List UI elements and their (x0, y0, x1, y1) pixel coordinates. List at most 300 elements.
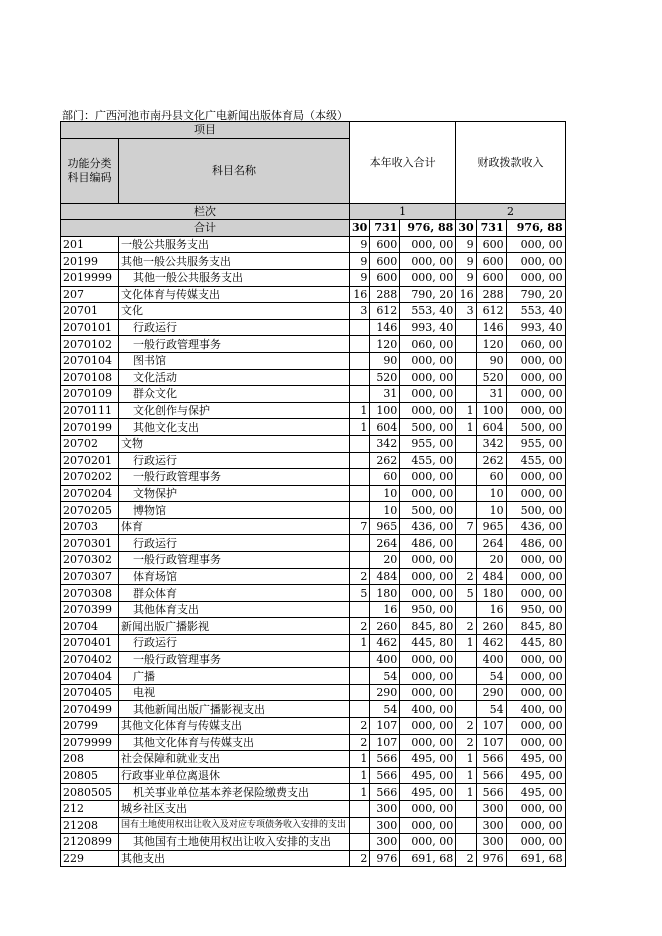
row-code: 2070202 (61, 469, 119, 486)
row-col2-part3: 495, 00 (506, 751, 565, 768)
row-col2-part2: 300 (476, 800, 506, 817)
table-row (61, 303, 566, 320)
row-col2-part2: 288 (476, 286, 506, 303)
department-label: 部门：广西河池市南丹县文化广电新闻出版体育局（本级） (62, 109, 348, 122)
row-col2-part3: 000, 00 (506, 817, 565, 834)
table-row (61, 386, 566, 403)
row-col2-part1: 1 (456, 402, 476, 419)
row-col2-part1: 1 (456, 767, 476, 784)
row-col1-part2: 16 (370, 601, 400, 618)
row-col2-part3: 400, 00 (506, 701, 565, 718)
row-col1-part1 (350, 651, 370, 668)
row-col1-part2: 107 (370, 734, 400, 751)
row-col1-part1 (350, 352, 370, 369)
row-name: 电视 (119, 684, 350, 701)
row-name: 文化体育与传媒支出 (119, 286, 350, 303)
row-col1-part3: 000, 00 (400, 369, 456, 386)
row-col2-part2: 290 (476, 684, 506, 701)
row-col2-part1 (456, 817, 476, 834)
row-name: 一般行政管理事务 (119, 552, 350, 569)
row-col1-part1 (350, 535, 370, 552)
row-code: 20703 (61, 518, 119, 535)
row-col1-part1: 9 (350, 269, 370, 286)
row-col1-part1: 1 (350, 402, 370, 419)
row-col1-part3: 486, 00 (400, 535, 456, 552)
table-row (61, 817, 566, 834)
table-row (61, 834, 566, 851)
row-name: 文化活动 (119, 369, 350, 386)
row-name: 其他一般公共服务支出 (119, 253, 350, 270)
row-col1-part2: 180 (370, 585, 400, 602)
row-code: 2080505 (61, 784, 119, 801)
row-col1-part2: 566 (370, 751, 400, 768)
table-row (61, 850, 566, 867)
total-col1-part2: 731 (370, 220, 400, 237)
row-col1-part2: 566 (370, 767, 400, 784)
row-col2-part3: 845, 80 (506, 618, 565, 635)
row-col2-part3: 000, 00 (506, 386, 565, 403)
row-col1-part3: 455, 00 (400, 452, 456, 469)
row-col2-part2: 31 (476, 386, 506, 403)
row-col2-part3: 000, 00 (506, 469, 565, 486)
row-col2-part3: 790, 20 (506, 286, 565, 303)
row-name: 行政运行 (119, 635, 350, 652)
total-col1-part3: 976, 88 (400, 220, 456, 237)
row-col1-part2: 260 (370, 618, 400, 635)
row-name: 机关事业单位基本养老保险缴费支出 (119, 784, 350, 801)
row-col2-part2: 400 (476, 651, 506, 668)
row-name: 广播 (119, 668, 350, 685)
row-col2-part2: 342 (476, 435, 506, 452)
row-col1-part3: 400, 00 (400, 701, 456, 718)
row-name: 其他文化支出 (119, 419, 350, 436)
row-col2-part2: 180 (476, 585, 506, 602)
row-col2-part3: 955, 00 (506, 435, 565, 452)
row-col1-part1: 7 (350, 518, 370, 535)
row-col1-part2: 290 (370, 684, 400, 701)
row-col1-part2: 10 (370, 485, 400, 502)
row-col2-part3: 553, 40 (506, 303, 565, 320)
row-col2-part3: 000, 00 (506, 834, 565, 851)
row-col1-part1: 2 (350, 568, 370, 585)
row-name: 其他文化体育与传媒支出 (119, 734, 350, 751)
row-col2-part1 (456, 319, 476, 336)
row-col2-part2: 300 (476, 817, 506, 834)
row-col2-part2: 600 (476, 236, 506, 253)
header-group-label: 项目 (61, 122, 350, 139)
row-col1-part2: 10 (370, 502, 400, 519)
table-row (61, 535, 566, 552)
row-name: 一般行政管理事务 (119, 469, 350, 486)
row-code: 21208 (61, 817, 119, 834)
row-col1-part3: 000, 00 (400, 269, 456, 286)
row-code: 2070302 (61, 552, 119, 569)
row-col1-part2: 54 (370, 668, 400, 685)
row-name: 其他一般公共服务支出 (119, 269, 350, 286)
row-name: 博物馆 (119, 502, 350, 519)
row-col1-part2: 288 (370, 286, 400, 303)
row-col2-part3: 000, 00 (506, 734, 565, 751)
row-col2-part1: 1 (456, 635, 476, 652)
row-col1-part2: 600 (370, 236, 400, 253)
row-col1-part3: 993, 40 (400, 319, 456, 336)
row-col2-part2: 60 (476, 469, 506, 486)
row-code: 2070205 (61, 502, 119, 519)
row-name: 行政运行 (119, 319, 350, 336)
row-col1-part2: 120 (370, 336, 400, 353)
row-name: 体育场馆 (119, 568, 350, 585)
row-col2-part3: 495, 00 (506, 767, 565, 784)
row-col1-part1 (350, 552, 370, 569)
row-col1-part2: 462 (370, 635, 400, 652)
row-col1-part3: 000, 00 (400, 668, 456, 685)
row-col2-part3: 000, 00 (506, 369, 565, 386)
row-col1-part1: 1 (350, 751, 370, 768)
row-col2-part1 (456, 336, 476, 353)
row-code: 2070405 (61, 684, 119, 701)
row-col1-part2: 90 (370, 352, 400, 369)
row-col2-part1: 2 (456, 718, 476, 735)
row-col1-part1: 1 (350, 635, 370, 652)
row-name: 行政事业单位离退休 (119, 767, 350, 784)
table-row (61, 502, 566, 519)
row-col1-part3: 000, 00 (400, 651, 456, 668)
row-name: 行政运行 (119, 535, 350, 552)
header-code-label: 功能分类科目编码 (61, 138, 119, 203)
row-code: 2070399 (61, 601, 119, 618)
row-col1-part2: 342 (370, 435, 400, 452)
table-row (61, 552, 566, 569)
row-col1-part1 (350, 601, 370, 618)
row-col1-part1: 9 (350, 253, 370, 270)
table-row (61, 751, 566, 768)
table-row (61, 585, 566, 602)
column-index-row (61, 203, 566, 220)
table-row (61, 269, 566, 286)
total-col2-part3: 976, 88 (506, 220, 565, 237)
table-row (61, 767, 566, 784)
row-code: 20702 (61, 435, 119, 452)
row-name: 其他体育支出 (119, 601, 350, 618)
row-col2-part2: 965 (476, 518, 506, 535)
row-col1-part2: 965 (370, 518, 400, 535)
row-col1-part3: 553, 40 (400, 303, 456, 320)
row-col1-part1 (350, 386, 370, 403)
row-col2-part2: 260 (476, 618, 506, 635)
row-col1-part1 (350, 452, 370, 469)
row-col1-part1: 5 (350, 585, 370, 602)
total-col2-part2: 731 (476, 220, 506, 237)
row-col1-part2: 300 (370, 834, 400, 851)
row-code: 2070404 (61, 668, 119, 685)
row-col2-part1: 7 (456, 518, 476, 535)
row-name: 其他支出 (119, 850, 350, 867)
row-col2-part2: 10 (476, 485, 506, 502)
row-col2-part3: 000, 00 (506, 568, 565, 585)
row-col1-part1 (350, 800, 370, 817)
table-row (61, 635, 566, 652)
row-col2-part1 (456, 651, 476, 668)
row-col1-part1: 2 (350, 734, 370, 751)
row-name: 城乡社区支出 (119, 800, 350, 817)
row-col1-part1 (350, 684, 370, 701)
table-row (61, 668, 566, 685)
row-col1-part2: 400 (370, 651, 400, 668)
row-col2-part1: 1 (456, 751, 476, 768)
row-col1-part3: 000, 00 (400, 568, 456, 585)
row-col2-part2: 54 (476, 701, 506, 718)
row-col1-part3: 495, 00 (400, 784, 456, 801)
row-col2-part1: 5 (456, 585, 476, 602)
table-row (61, 253, 566, 270)
budget-table (60, 121, 566, 867)
table-row (61, 419, 566, 436)
row-code: 2120899 (61, 834, 119, 851)
row-col1-part3: 500, 00 (400, 502, 456, 519)
row-col2-part2: 566 (476, 767, 506, 784)
row-name: 群众体育 (119, 585, 350, 602)
total-label: 合计 (61, 220, 350, 237)
row-col1-part3: 000, 00 (400, 253, 456, 270)
row-col2-part1 (456, 369, 476, 386)
row-col1-part2: 566 (370, 784, 400, 801)
row-col1-part2: 600 (370, 269, 400, 286)
row-col2-part2: 120 (476, 336, 506, 353)
row-col1-part2: 604 (370, 419, 400, 436)
row-col1-part1 (350, 834, 370, 851)
row-col2-part3: 500, 00 (506, 502, 565, 519)
row-col2-part3: 000, 00 (506, 585, 565, 602)
row-col1-part2: 520 (370, 369, 400, 386)
row-col2-part1: 9 (456, 269, 476, 286)
row-col1-part3: 000, 00 (400, 800, 456, 817)
row-code: 208 (61, 751, 119, 768)
row-col1-part2: 54 (370, 701, 400, 718)
row-col2-part3: 000, 00 (506, 485, 565, 502)
row-code: 2070104 (61, 352, 119, 369)
row-name: 国有土地使用权出让收入及对应专项债务收入安排的支出 (119, 817, 350, 834)
row-code: 2070101 (61, 319, 119, 336)
row-code: 2070108 (61, 369, 119, 386)
row-col1-part3: 000, 00 (400, 552, 456, 569)
row-col1-part3: 000, 00 (400, 469, 456, 486)
row-code: 2070499 (61, 701, 119, 718)
row-col2-part1 (456, 601, 476, 618)
row-code: 2070307 (61, 568, 119, 585)
table-row (61, 734, 566, 751)
table-row (61, 718, 566, 735)
row-col2-part3: 000, 00 (506, 253, 565, 270)
row-col2-part3: 000, 00 (506, 552, 565, 569)
row-col1-part3: 950, 00 (400, 601, 456, 618)
row-code: 2070199 (61, 419, 119, 436)
row-col2-part1: 2 (456, 568, 476, 585)
row-col2-part3: 455, 00 (506, 452, 565, 469)
row-name: 文化 (119, 303, 350, 320)
row-col1-part2: 146 (370, 319, 400, 336)
table-row (61, 469, 566, 486)
table-row (61, 651, 566, 668)
header-name-label: 科目名称 (119, 138, 350, 203)
table-row (61, 784, 566, 801)
row-name: 一般公共服务支出 (119, 236, 350, 253)
row-col1-part1: 2 (350, 718, 370, 735)
row-code: 2070102 (61, 336, 119, 353)
row-name: 一般行政管理事务 (119, 651, 350, 668)
row-code: 2070204 (61, 485, 119, 502)
table-row (61, 435, 566, 452)
column-index-1: 1 (350, 203, 456, 220)
row-col1-part3: 000, 00 (400, 585, 456, 602)
row-col2-part1: 1 (456, 784, 476, 801)
row-col2-part1 (456, 701, 476, 718)
table-row (61, 319, 566, 336)
row-code: 2070201 (61, 452, 119, 469)
row-col1-part2: 60 (370, 469, 400, 486)
row-col1-part3: 000, 00 (400, 485, 456, 502)
row-col2-part2: 10 (476, 502, 506, 519)
table-body (61, 122, 566, 867)
row-col2-part2: 462 (476, 635, 506, 652)
row-col1-part2: 20 (370, 552, 400, 569)
total-col1-part1: 30 (350, 220, 370, 237)
row-name: 其他国有土地使用权出让收入安排的支出 (119, 834, 350, 851)
row-col2-part2: 107 (476, 718, 506, 735)
row-col1-part3: 790, 20 (400, 286, 456, 303)
table-row (61, 568, 566, 585)
row-col2-part1 (456, 668, 476, 685)
row-col2-part2: 566 (476, 751, 506, 768)
row-col1-part3: 000, 00 (400, 718, 456, 735)
row-col1-part1 (350, 502, 370, 519)
row-name: 其他新闻出版广播影视支出 (119, 701, 350, 718)
row-col2-part3: 000, 00 (506, 269, 565, 286)
row-name: 其他文化体育与传媒支出 (119, 718, 350, 735)
row-col2-part1: 2 (456, 850, 476, 867)
row-col2-part3: 000, 00 (506, 668, 565, 685)
row-col2-part2: 146 (476, 319, 506, 336)
row-col1-part2: 262 (370, 452, 400, 469)
row-col2-part1 (456, 834, 476, 851)
row-col1-part3: 445, 80 (400, 635, 456, 652)
row-code: 20704 (61, 618, 119, 635)
row-col1-part3: 000, 00 (400, 684, 456, 701)
row-col2-part1: 16 (456, 286, 476, 303)
row-col2-part1: 1 (456, 419, 476, 436)
row-code: 2079999 (61, 734, 119, 751)
row-code: 2070111 (61, 402, 119, 419)
row-code: 20199 (61, 253, 119, 270)
table-row (61, 286, 566, 303)
row-col1-part1: 9 (350, 236, 370, 253)
row-col2-part1 (456, 485, 476, 502)
row-name: 群众文化 (119, 386, 350, 403)
table-row (61, 518, 566, 535)
row-col2-part3: 000, 00 (506, 352, 565, 369)
row-col1-part1: 2 (350, 850, 370, 867)
row-name: 文化创作与保护 (119, 402, 350, 419)
row-col2-part1: 2 (456, 618, 476, 635)
table-row (61, 236, 566, 253)
row-col2-part1 (456, 684, 476, 701)
row-col1-part3: 000, 00 (400, 352, 456, 369)
row-name: 图书馆 (119, 352, 350, 369)
total-row (61, 220, 566, 237)
row-col1-part1 (350, 817, 370, 834)
row-col2-part2: 90 (476, 352, 506, 369)
row-col1-part1: 2 (350, 618, 370, 635)
row-col1-part3: 691, 68 (400, 850, 456, 867)
row-col2-part3: 000, 00 (506, 718, 565, 735)
row-col1-part2: 612 (370, 303, 400, 320)
table-row (61, 352, 566, 369)
row-col1-part1: 1 (350, 767, 370, 784)
row-col2-part3: 495, 00 (506, 784, 565, 801)
row-col1-part1 (350, 319, 370, 336)
row-col1-part3: 495, 00 (400, 767, 456, 784)
row-col2-part3: 993, 40 (506, 319, 565, 336)
row-col2-part1 (456, 452, 476, 469)
row-col2-part2: 612 (476, 303, 506, 320)
row-col2-part1: 9 (456, 236, 476, 253)
table-row (61, 684, 566, 701)
row-col2-part3: 691, 68 (506, 850, 565, 867)
row-col1-part3: 436, 00 (400, 518, 456, 535)
row-col2-part1 (456, 352, 476, 369)
row-col1-part1 (350, 469, 370, 486)
row-col2-part1: 2 (456, 734, 476, 751)
row-col1-part2: 976 (370, 850, 400, 867)
row-col1-part3: 500, 00 (400, 419, 456, 436)
table-row (61, 336, 566, 353)
row-col1-part1 (350, 435, 370, 452)
row-col1-part3: 000, 00 (400, 734, 456, 751)
row-col2-part2: 54 (476, 668, 506, 685)
row-col1-part2: 600 (370, 253, 400, 270)
row-col2-part3: 445, 80 (506, 635, 565, 652)
row-col2-part2: 600 (476, 269, 506, 286)
row-col1-part1 (350, 701, 370, 718)
row-code: 229 (61, 850, 119, 867)
row-col2-part1 (456, 552, 476, 569)
row-code: 2070308 (61, 585, 119, 602)
row-col2-part3: 486, 00 (506, 535, 565, 552)
row-col2-part3: 000, 00 (506, 800, 565, 817)
row-col1-part1 (350, 369, 370, 386)
row-col1-part1: 16 (350, 286, 370, 303)
row-col2-part1 (456, 386, 476, 403)
row-col1-part3: 000, 00 (400, 236, 456, 253)
row-code: 2070109 (61, 386, 119, 403)
row-code: 201 (61, 236, 119, 253)
row-col2-part3: 000, 00 (506, 684, 565, 701)
row-col2-part2: 976 (476, 850, 506, 867)
row-col1-part3: 955, 00 (400, 435, 456, 452)
row-col1-part3: 000, 00 (400, 817, 456, 834)
row-col1-part2: 300 (370, 800, 400, 817)
row-col2-part3: 060, 00 (506, 336, 565, 353)
table-row (61, 452, 566, 469)
row-col2-part3: 000, 00 (506, 651, 565, 668)
row-col2-part1: 3 (456, 303, 476, 320)
header-col2-label: 财政拨款收入 (456, 122, 565, 204)
row-col1-part3: 060, 00 (400, 336, 456, 353)
row-col2-part2: 262 (476, 452, 506, 469)
row-col2-part2: 100 (476, 402, 506, 419)
row-code: 2070402 (61, 651, 119, 668)
table-row (61, 369, 566, 386)
row-col1-part1 (350, 485, 370, 502)
